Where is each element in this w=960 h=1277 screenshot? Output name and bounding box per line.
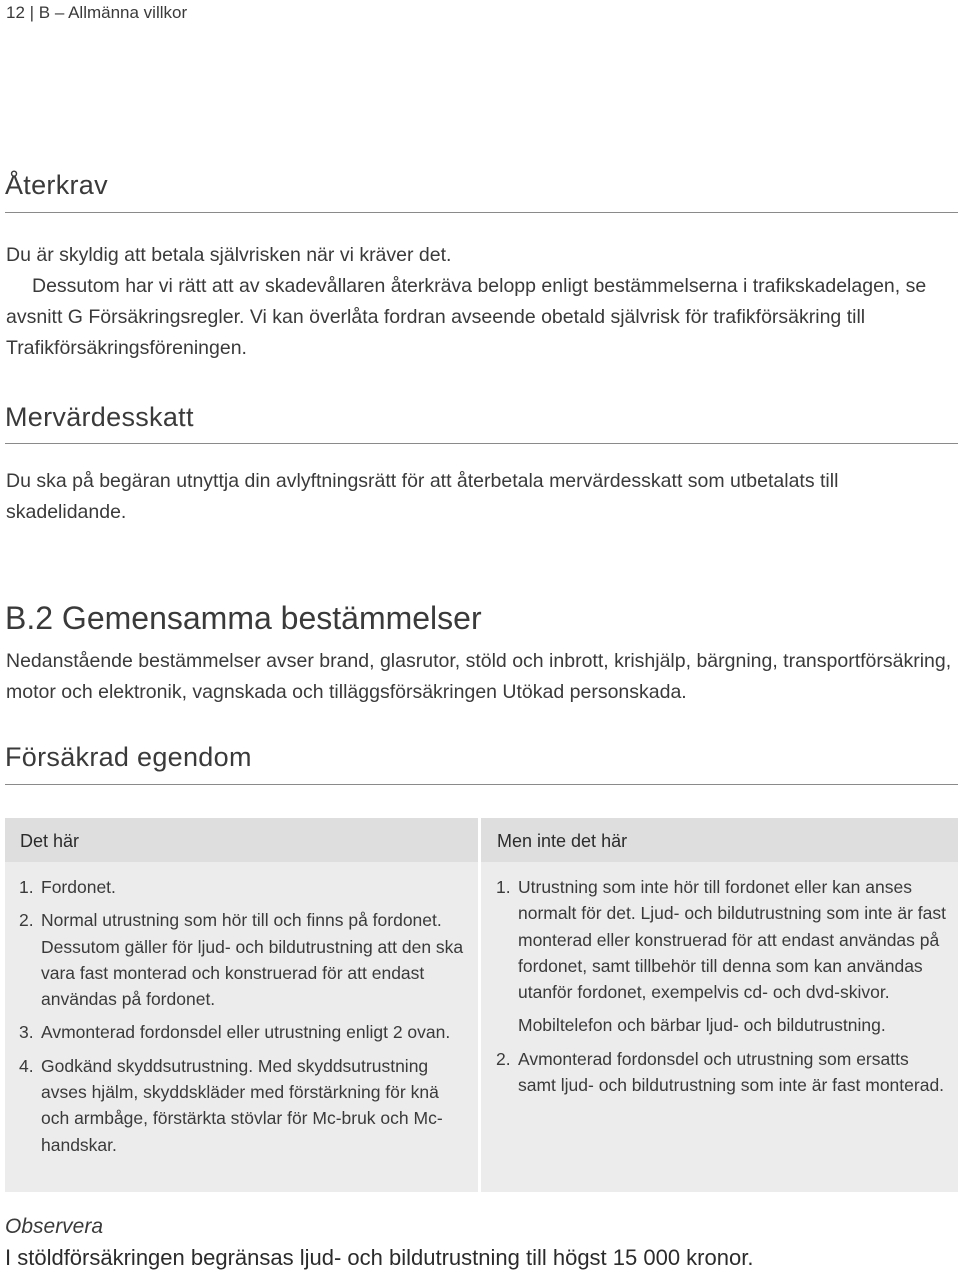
observera-text: I stöldförsäkringen begränsas ljud- och bildutrustning till högst 15 000 kronor. — [5, 1245, 754, 1270]
aterkrav-paragraph-2: Dessutom har vi rätt att av skadevållaren återkräva belopp enligt bestämmelserna i trafikskadelagen, se avsnitt G Försäkringsregler. Vi kan överlåta fordran avseende obetald självrisk för trafikförsäkring till Trafikförsäkringsföreningen. — [6, 275, 927, 359]
heading-mervardesskatt: Mervärdesskatt — [5, 402, 194, 432]
aterkrav-body — [6, 240, 954, 364]
heading-aterkrav: Återkrav — [5, 170, 108, 200]
item-text: Normal utrustning som hör till och finns på fordonet. Dessutom gäller för ljud- och bildutrustning att den ska vara fast monterad och konstruerad för att endast användas på fordonet. — [41, 910, 464, 1010]
item-text: Avmonterad fordonsdel och utrustning som ersatts samt ljud- och bildutrustning som inte är fast monterad. — [518, 1048, 945, 1096]
item-text: Fordonet. — [41, 877, 116, 897]
list-item — [19, 874, 470, 900]
item-number: 1. — [496, 877, 511, 897]
item-subtext: Mobiltelefon och bärbar ljud- och bildutrustning. — [518, 1015, 886, 1036]
gemensamma-body — [6, 646, 954, 708]
item-text: Godkänd skyddsutrustning. Med skyddsutrustning avses hjälm, skyddskläder med förstärkning för knä och armbåge, förstärkta stövlar för Mc-bruk och Mc-handskar. — [41, 1055, 443, 1155]
heading-forsakrad-egendom: Försäkrad egendom — [5, 742, 252, 772]
page-header: 12 | B – Allmänna villkor — [6, 3, 188, 22]
observera-label: Observera — [5, 1215, 104, 1238]
item-number: 2. — [19, 910, 34, 931]
excluded-list — [496, 874, 950, 1105]
item-number: 4. — [19, 1055, 34, 1076]
list-item — [19, 1053, 470, 1158]
mervardesskatt-body — [6, 466, 954, 528]
aterkrav-paragraph-1: Du är skyldig att betala självrisken när vi kräver det. — [6, 244, 452, 266]
divider-forsakrad-egendom — [5, 784, 958, 785]
divider-aterkrav — [5, 212, 958, 213]
divider-mervardesskatt — [5, 443, 958, 444]
coverage-table — [5, 818, 958, 1192]
excluded-header: Men inte det här — [481, 818, 958, 862]
list-item — [19, 1019, 470, 1045]
heading-gemensamma-bestammelser: B.2 Gemensamma bestämmelser — [5, 600, 482, 636]
mervardesskatt-paragraph: Du ska på begäran utnyttja din avlyftningsrätt för att återbetala mervärdesskatt som utbetalats till skadelidande. — [6, 470, 839, 523]
included-column — [5, 818, 478, 1192]
item-number: 2. — [496, 1048, 511, 1069]
included-header: Det här — [5, 818, 478, 862]
included-list — [19, 874, 470, 1165]
excluded-column — [481, 818, 958, 1192]
item-text: Utrustning som inte hör till fordonet eller kan anses normalt för det. Ljud- och bildutrustning som inte är fast monterad eller konstruerad för att endast användas på fordonet, samt tillbehör till denna som kan användas utanför fordonet, exempelvis cd- och dvd-skivor. — [518, 877, 946, 1003]
item-number: 3. — [19, 1022, 34, 1043]
list-item — [496, 874, 950, 1005]
gemensamma-paragraph: Nedanstående bestämmelser avser brand, glasrutor, stöld och inbrott, krishjälp, bärgning, transportförsäkring, motor och elektronik, vagnskada och tilläggsförsäkringen Utökad personskada. — [6, 650, 952, 703]
item-text: Avmonterad fordonsdel eller utrustning enligt 2 ovan. — [41, 1022, 451, 1043]
list-item — [496, 1046, 950, 1099]
list-item — [19, 907, 470, 1012]
item-number: 1. — [19, 877, 34, 897]
